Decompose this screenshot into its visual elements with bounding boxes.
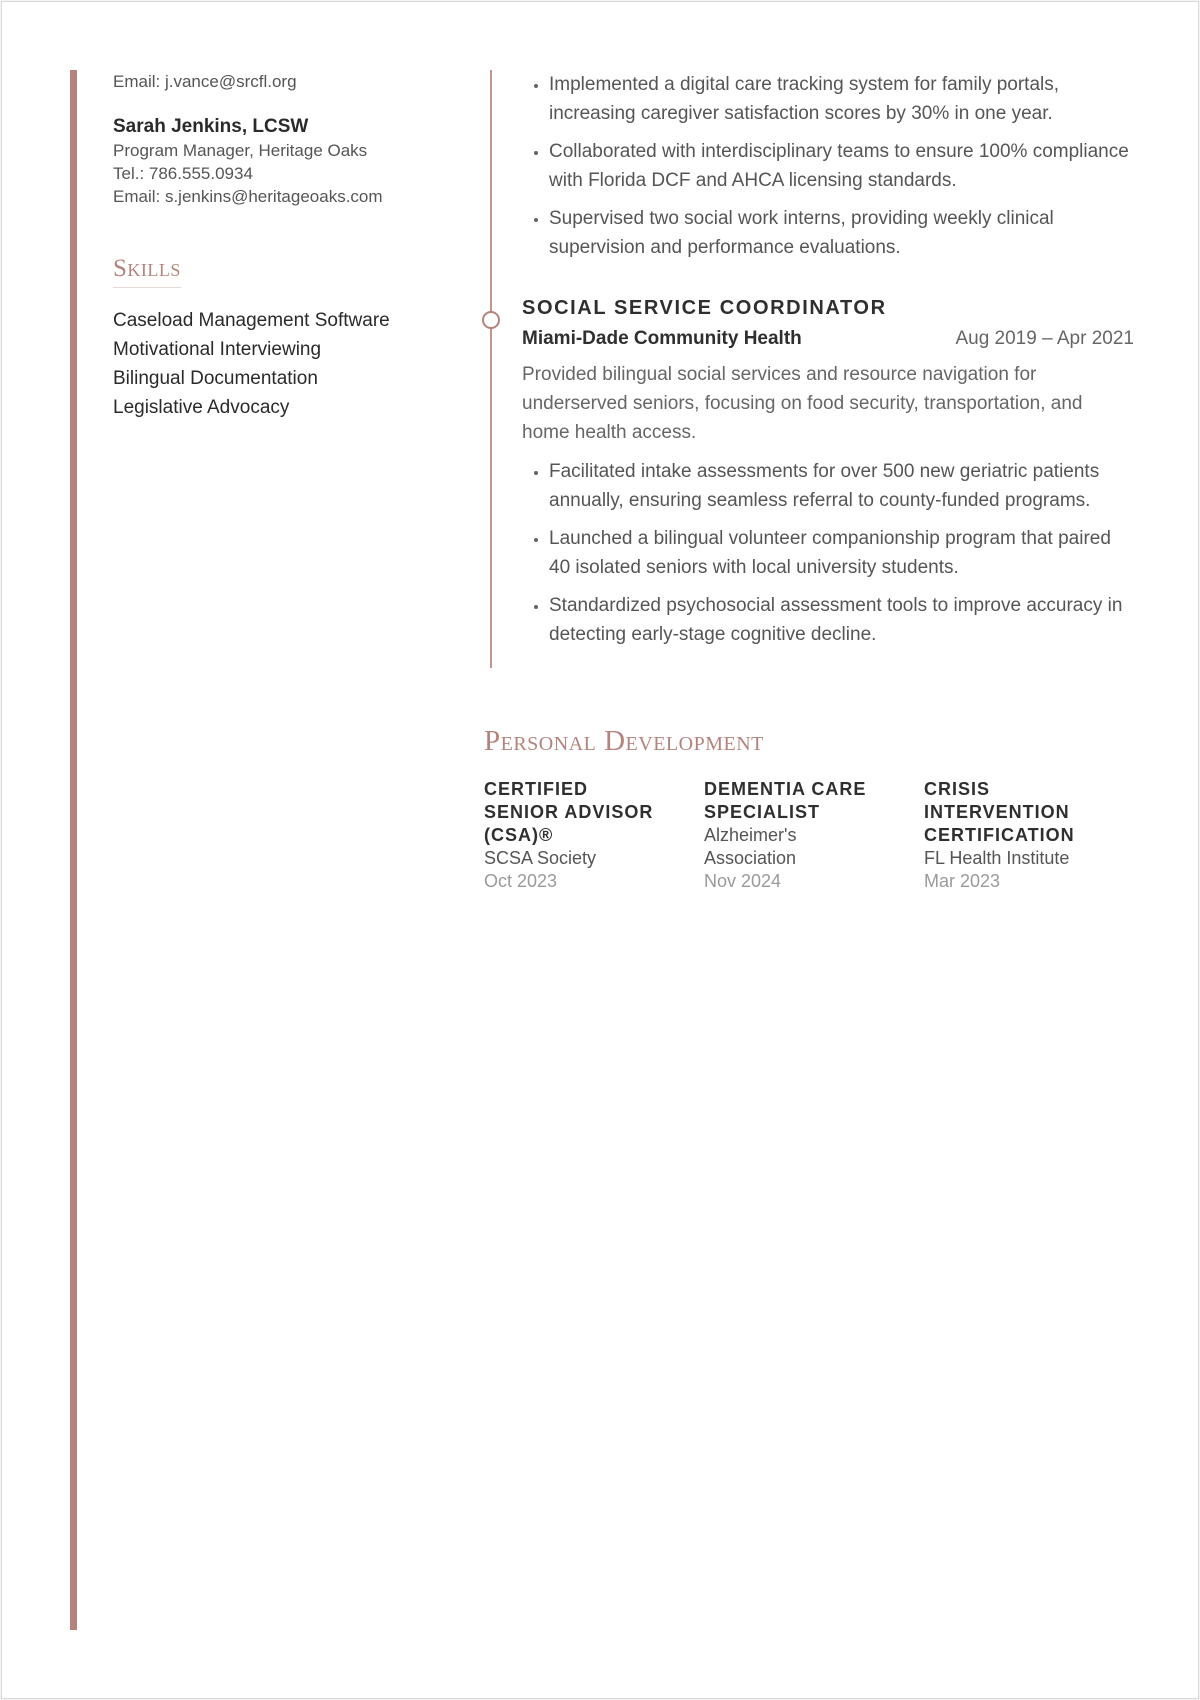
certification-name: CERTIFIED SENIOR ADVISOR (CSA)® xyxy=(484,779,654,845)
skill-item: Legislative Advocacy xyxy=(113,397,290,418)
certification-org: SCSA Society xyxy=(484,848,597,868)
job-bullets xyxy=(522,457,1134,649)
certification-name: CRISIS INTERVENTION CERTIFICATION xyxy=(924,779,1075,845)
reference-block xyxy=(113,115,453,208)
certification-date: Mar 2023 xyxy=(924,871,1001,891)
reference-role: Program Manager, Heritage Oaks xyxy=(113,141,368,160)
left-accent-bar xyxy=(70,70,77,1630)
certification-date: Oct 2023 xyxy=(484,871,558,891)
job-title: SOCIAL SERVICE COORDINATOR xyxy=(522,297,887,319)
skills-list xyxy=(113,306,453,422)
reference-tel: Tel.: 786.555.0934 xyxy=(113,164,253,183)
bullet-item: • Implemented a digital care tracking system for family portals, increasing caregiver satisfaction scores by 30% in one year. xyxy=(549,70,1134,128)
certification-name: DEMENTIA CARE SPECIALIST xyxy=(704,779,867,822)
certification-date: Nov 2024 xyxy=(704,871,782,891)
skill-item: Bilingual Documentation xyxy=(113,368,318,389)
certification-item xyxy=(484,778,704,893)
certification-org: FL Health Institute xyxy=(924,848,1070,868)
job-company: Miami-Dade Community Health xyxy=(522,328,802,349)
bullet-item: • Facilitated intake assessments for over 500 new geriatric patients annually, ensuring seamless referral to county-funded programs. xyxy=(549,457,1134,515)
job-meta xyxy=(522,326,1134,352)
bullet-item: • Supervised two social work interns, providing weekly clinical supervision and performance evaluations. xyxy=(549,204,1134,262)
previous-job-bullets xyxy=(522,70,1134,262)
left-column xyxy=(113,70,453,422)
experience-column xyxy=(522,70,1134,658)
skill-item: Caseload Management Software xyxy=(113,310,390,331)
resume-page xyxy=(1,1,1199,1699)
certification-item xyxy=(704,778,924,893)
job-description: Provided bilingual social services and resource navigation for underserved seniors, focusing on food security, transportation, and home health access. xyxy=(522,364,1083,443)
reference-email: Email: s.jenkins@heritageoaks.com xyxy=(113,187,383,206)
job-dates: Aug 2019 – Apr 2021 xyxy=(955,328,1134,349)
reference-email: Email: j.vance@srcfl.org xyxy=(113,72,297,91)
certification-org: Alzheimer's Association xyxy=(704,825,797,868)
skills-heading: Skills xyxy=(113,254,181,288)
timeline-line xyxy=(490,70,492,668)
skill-item: Motivational Interviewing xyxy=(113,339,322,360)
job-entry xyxy=(522,296,1134,649)
personal-development-heading: Personal Development xyxy=(484,725,764,757)
bullet-item: • Standardized psychosocial assessment tools to improve accuracy in detecting early-stage cognitive decline. xyxy=(549,591,1134,649)
reference-name: Sarah Jenkins, LCSW xyxy=(113,116,309,137)
certification-item xyxy=(924,778,1144,893)
bullet-item: • Collaborated with interdisciplinary teams to ensure 100% compliance with Florida DCF and AHCA licensing standards. xyxy=(549,137,1134,195)
timeline-dot-icon xyxy=(482,311,500,329)
personal-development-section xyxy=(484,724,1144,893)
bullet-item: • Launched a bilingual volunteer companionship program that paired 40 isolated seniors with local university students. xyxy=(549,524,1134,582)
certification-grid xyxy=(484,778,1144,893)
